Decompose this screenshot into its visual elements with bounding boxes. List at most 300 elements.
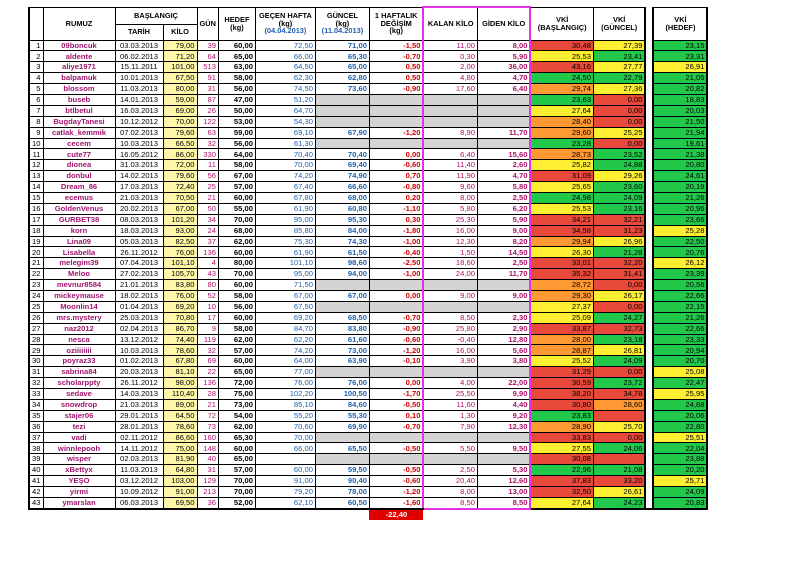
vki-hedef-cell: 21,94 [653,127,707,138]
guncel-cell: 65,30 [315,51,369,62]
vki-baslangic-cell: 28,40 [530,116,593,127]
kalan-cell: 17,60 [423,84,477,95]
rumuz-cell: Lina09 [43,236,115,247]
gecen-cell: 85,10 [255,399,315,410]
gun-cell: 56 [197,171,218,182]
spacer-cell [645,443,653,454]
gecen-cell: 61,30 [255,138,315,149]
kilo-cell: 98,00 [163,378,197,389]
tarih-cell: 11.03.2013 [115,465,163,476]
giden-cell: 2,30 [477,312,530,323]
gun-cell: 34 [197,214,218,225]
vki-guncel-cell: 21,08 [593,465,645,476]
guncel-cell: 69,40 [315,160,369,171]
vki-baslangic-cell: 29,30 [530,290,593,301]
gun-cell: 36 [197,497,218,508]
rumuz-cell: donbul [43,171,115,182]
gun-cell: 21 [197,192,218,203]
gun-cell: 26 [197,105,218,116]
gun-cell: 160 [197,432,218,443]
table-row [29,258,707,269]
vki-hedef-cell: 20,06 [653,410,707,421]
tarih-cell: 10.12.2012 [115,116,163,127]
kalan-cell: 9,00 [423,290,477,301]
kalan-cell [423,367,477,378]
row-number: 39 [29,454,43,465]
hedef-cell: 57,00 [218,182,255,193]
gecen-cell: 64,50 [255,62,315,73]
degisim-cell [369,138,423,149]
vki-hedef-cell: 22,66 [653,290,707,301]
gun-cell: 28 [197,389,218,400]
hedef-cell: 59,00 [218,127,255,138]
vki-hedef-cell: 23,88 [653,454,707,465]
vki-hedef-cell: 20,20 [653,465,707,476]
degisim-cell: -0,70 [369,51,423,62]
row-number: 2 [29,51,43,62]
vki-guncel-cell: 25,70 [593,421,645,432]
vki-baslangic-cell: 27,64 [530,105,593,116]
row-number: 23 [29,280,43,291]
guncel-cell [315,432,369,443]
kalan-cell: 2,00 [423,62,477,73]
hedef-cell: 80,00 [218,258,255,269]
row-number: 7 [29,105,43,116]
gecen-cell: 70,00 [255,160,315,171]
hedef-cell: 60,00 [218,40,255,51]
guncel-cell [315,138,369,149]
rumuz-cell: aliye1971 [43,62,115,73]
gecen-cell: 70,60 [255,421,315,432]
gecen-cell: 64,70 [255,105,315,116]
vki-hedef-cell: 20,19 [653,182,707,193]
guncel-cell: 83,80 [315,323,369,334]
vki-guncel-cell [593,410,645,421]
hedef-cell: 60,00 [218,247,255,258]
hedef-cell: 58,00 [218,73,255,84]
vki-guncel-cell: 24,06 [593,443,645,454]
degisim-cell: 0,00 [369,290,423,301]
vki-guncel-cell: 31,23 [593,225,645,236]
tarih-cell: 03.03.2013 [115,40,163,51]
gecen-cell: 67,00 [255,290,315,301]
rumuz-cell: vadi [43,432,115,443]
vki-guncel-cell: 32,73 [593,323,645,334]
gecen-cell: 61,90 [255,247,315,258]
kalan-cell [423,454,477,465]
spacer-cell [645,116,653,127]
tarih-cell: 18.03.2013 [115,225,163,236]
spacer-cell [645,269,653,280]
gecen-cell: 70,00 [255,432,315,443]
header-gecen-unit: (kg) [278,18,293,28]
kilo-cell: 59,00 [163,94,197,105]
giden-cell: 4,70 [477,171,530,182]
spacer-cell [645,389,653,400]
header-tarih: TARİH [115,24,163,40]
gecen-cell: 70,40 [255,149,315,160]
gecen-cell: 84,70 [255,323,315,334]
rumuz-cell: mickeymause [43,290,115,301]
degisim-cell: -1,70 [369,389,423,400]
vki-hedef-cell: 25,71 [653,476,707,487]
gun-cell: 11 [197,160,218,171]
kalan-cell [423,432,477,443]
tarih-cell: 13.12.2012 [115,334,163,345]
rumuz-cell: Dream_86 [43,182,115,193]
spacer-cell [645,73,653,84]
tarih-cell: 26.11.2012 [115,247,163,258]
degisim-cell: -0,60 [369,334,423,345]
degisim-cell [369,301,423,312]
vki-hedef-cell: 20,80 [653,160,707,171]
guncel-cell: 98,60 [315,258,369,269]
table-row [29,182,707,193]
tarih-cell: 21.01.2013 [115,280,163,291]
degisim-cell [369,116,423,127]
header-vki1-sub: (BAŞLANGIÇ) [537,22,587,32]
gecen-cell: 62,30 [255,73,315,84]
vki-guncel-cell: 0,00 [593,280,645,291]
vki-hedef-cell: 26,91 [653,62,707,73]
gecen-cell: 101,10 [255,258,315,269]
vki-guncel-cell: 23,41 [593,51,645,62]
hedef-cell: 70,00 [218,214,255,225]
header-vki3-sub: (HEDEF) [665,22,696,32]
vki-guncel-cell: 27,39 [593,40,645,51]
tarih-cell: 10.09.2012 [115,487,163,498]
header-guncel-date: (11.04.2013) [321,26,364,36]
kilo-cell: 69,20 [163,301,197,312]
gun-cell: 25 [197,182,218,193]
row-number: 14 [29,182,43,193]
kalan-cell: 3,90 [423,356,477,367]
kilo-cell: 78,60 [163,421,197,432]
giden-cell: 8,20 [477,236,530,247]
hedef-cell: 67,00 [218,171,255,182]
spacer-cell [645,62,653,73]
vki-baslangic-cell: 22,96 [530,465,593,476]
degisim-cell: 0,50 [369,73,423,84]
giden-cell: 11,70 [477,269,530,280]
table-row [29,105,707,116]
rumuz-cell: 09boncuk [43,40,115,51]
spacer-cell [645,432,653,443]
footer-blank-right [423,509,707,520]
vki-guncel-cell: 24,27 [593,312,645,323]
vki-baslangic-cell: 28,90 [530,421,593,432]
vki-guncel-cell: 22,79 [593,73,645,84]
vki-hedef-cell: 25,08 [653,367,707,378]
vki-guncel-cell [593,454,645,465]
vki-baslangic-cell: 23,83 [530,410,593,421]
kalan-cell: 1,30 [423,410,477,421]
kilo-cell: 72,00 [163,160,197,171]
gun-cell: 87 [197,94,218,105]
rumuz-cell: buseb [43,94,115,105]
header-kilo: KİLO [163,24,197,40]
hedef-cell: 70,00 [218,476,255,487]
table-row [29,476,707,487]
spacer-cell [645,236,653,247]
guncel-cell: 68,00 [315,192,369,203]
vki-guncel-cell: 28,60 [593,399,645,410]
tarih-cell: 21.03.2013 [115,192,163,203]
guncel-cell: 90,40 [315,476,369,487]
spacer-cell [645,312,653,323]
tarih-cell: 03.12.2012 [115,476,163,487]
kilo-cell: 82,50 [163,236,197,247]
tarih-cell: 02.03.2013 [115,454,163,465]
rumuz-cell: balpamuk [43,73,115,84]
degisim-cell [369,367,423,378]
giden-cell: 5,90 [477,214,530,225]
row-number: 18 [29,225,43,236]
vki-baslangic-cell: 38,20 [530,389,593,400]
giden-cell: 4,70 [477,73,530,84]
guncel-cell: 73,00 [315,345,369,356]
rumuz-cell: poyraz33 [43,356,115,367]
table-row [29,138,707,149]
vki-baslangic-cell: 28,72 [530,280,593,291]
kilo-cell: 67,80 [163,356,197,367]
vki-guncel-cell: 0,00 [593,432,645,443]
kilo-cell: 81,10 [163,367,197,378]
vki-baslangic-cell: 24,50 [530,73,593,84]
tarih-cell: 15.11.2011 [115,62,163,73]
guncel-cell: 74,30 [315,236,369,247]
row-number: 38 [29,443,43,454]
vki-guncel-cell: 24,88 [593,160,645,171]
degisim-cell: 0,10 [369,410,423,421]
table-row [29,334,707,345]
spacer-cell [645,454,653,465]
kalan-cell: 24,00 [423,269,477,280]
kalan-cell: 6,40 [423,149,477,160]
vki-baslangic-cell: 27,37 [530,301,593,312]
gecen-cell: 95,00 [255,214,315,225]
gun-cell: 24 [197,225,218,236]
giden-cell [477,94,530,105]
giden-cell: 6,20 [477,203,530,214]
vki-hedef-cell: 20,96 [653,203,707,214]
vki-baslangic-cell: 30,08 [530,454,593,465]
row-number: 25 [29,301,43,312]
gun-cell: 22 [197,367,218,378]
table-row [29,236,707,247]
tarih-cell: 14.11.2012 [115,443,163,454]
giden-cell: 4,40 [477,399,530,410]
degisim-cell: -1,20 [369,487,423,498]
rumuz-cell: oziiiiiiii [43,345,115,356]
row-number: 9 [29,127,43,138]
giden-cell: 8,00 [477,40,530,51]
hedef-cell: 70,00 [218,269,255,280]
vki-baslangic-cell: 23,63 [530,94,593,105]
tarih-cell: 26.11.2012 [115,378,163,389]
header-baslangic: BAŞLANGIÇ [115,7,197,24]
vki-hedef-cell: 25,28 [653,225,707,236]
gun-cell: 136 [197,378,218,389]
row-number: 27 [29,323,43,334]
gun-cell: 52 [197,290,218,301]
vki-baslangic-cell: 25,53 [530,51,593,62]
rumuz-cell: tezi [43,421,115,432]
giden-cell: 2,50 [477,192,530,203]
hedef-cell: 54,00 [218,410,255,421]
vki-baslangic-cell: 37,83 [530,476,593,487]
rumuz-cell: btlbetul [43,105,115,116]
giden-cell: 9,50 [477,443,530,454]
giden-cell: 2,60 [477,160,530,171]
row-number: 8 [29,116,43,127]
row-number: 40 [29,465,43,476]
giden-cell [477,367,530,378]
table-row [29,51,707,62]
kilo-cell: 79,60 [163,127,197,138]
kilo-cell: 78,60 [163,345,197,356]
hedef-cell: 62,00 [218,236,255,247]
hedef-cell: 56,00 [218,301,255,312]
guncel-cell: 67,90 [315,127,369,138]
gecen-cell: 51,20 [255,94,315,105]
vki-guncel-cell: 33,20 [593,476,645,487]
spacer-cell [645,247,653,258]
header-vki-baslangic [530,7,593,40]
kalan-cell: 0,30 [423,51,477,62]
giden-cell [477,454,530,465]
vki-baslangic-cell: 23,28 [530,138,593,149]
vki-baslangic-cell: 31,29 [530,367,593,378]
tarih-cell: 18.02.2013 [115,290,163,301]
kilo-cell: 86,00 [163,149,197,160]
giden-cell [477,116,530,127]
vki-guncel-cell: 26,81 [593,345,645,356]
kalan-cell: 8,50 [423,497,477,508]
giden-cell: 12,60 [477,476,530,487]
row-number: 34 [29,399,43,410]
table-row [29,323,707,334]
spacer-cell [645,138,653,149]
row-number: 41 [29,476,43,487]
degisim-cell: -0,70 [369,421,423,432]
kilo-cell: 74,40 [163,334,197,345]
guncel-cell: 78,00 [315,487,369,498]
degisim-cell: -2,50 [369,258,423,269]
vki-hedef-cell: 21,38 [653,149,707,160]
kilo-cell: 80,00 [163,84,197,95]
tarih-cell: 10.03.2013 [115,138,163,149]
spacer-cell [645,280,653,291]
kilo-cell: 67,00 [163,203,197,214]
degisim-cell: 0,30 [369,214,423,225]
table-row [29,487,707,498]
spacer-cell [645,182,653,193]
header-rumuz: RUMUZ [43,7,115,40]
row-number: 1 [29,40,43,51]
vki-hedef-cell: 23,15 [653,40,707,51]
row-number: 33 [29,389,43,400]
giden-cell: 22,00 [477,378,530,389]
gecen-cell: 75,30 [255,236,315,247]
kalan-cell: 8,90 [423,127,477,138]
degisim-cell: -0,80 [369,182,423,193]
spacer-cell [645,345,653,356]
kalan-cell: 2,50 [423,465,477,476]
row-number: 22 [29,269,43,280]
kilo-cell: 75,00 [163,443,197,454]
vki-hedef-cell: 22,80 [653,421,707,432]
header-hedef-unit: (kg) [230,22,244,32]
spacer-cell [645,258,653,269]
vki-hedef-cell: 24,68 [653,399,707,410]
tarih-cell: 01.02.2013 [115,356,163,367]
vki-guncel-cell: 21,28 [593,247,645,258]
kilo-cell: 86,70 [163,323,197,334]
gun-cell: 9 [197,323,218,334]
gecen-cell: 69,10 [255,127,315,138]
vki-hedef-cell: 21,05 [653,73,707,84]
table-row [29,192,707,203]
hedef-cell: 63,00 [218,62,255,73]
guncel-cell: 94,00 [315,269,369,280]
vki-hedef-cell: 20,83 [653,497,707,508]
guncel-cell: 74,90 [315,171,369,182]
kalan-cell: 5,50 [423,443,477,454]
spacer-cell [645,399,653,410]
gun-cell: 32 [197,138,218,149]
tarih-cell: 17.03.2013 [115,182,163,193]
degisim-cell [369,280,423,291]
degisim-cell: 0,70 [369,171,423,182]
header-degisim [369,7,423,40]
row-number: 17 [29,214,43,225]
degisim-cell: 0,00 [369,378,423,389]
tarih-cell: 06.03.2013 [115,497,163,508]
gun-cell: 91 [197,73,218,84]
degisim-cell: -1,60 [369,497,423,508]
header-hedef-label: HEDEF [224,15,250,25]
gun-cell: 330 [197,149,218,160]
vki-baslangic-cell: 34,58 [530,225,593,236]
kilo-cell: 70,80 [163,312,197,323]
row-number: 35 [29,410,43,421]
kilo-cell: 66,50 [163,138,197,149]
header-vki-hedef [653,7,707,40]
vki-guncel-cell: 32,20 [593,258,645,269]
row-number: 26 [29,312,43,323]
rumuz-cell: dionea [43,160,115,171]
hedef-cell: 68,00 [218,225,255,236]
table-row [29,94,707,105]
giden-cell [477,301,530,312]
vki-baslangic-cell: 28,73 [530,149,593,160]
vki-guncel-cell: 23,72 [593,378,645,389]
rumuz-cell: GURBET38 [43,214,115,225]
giden-cell: 9,00 [477,290,530,301]
degisim-cell: 0,20 [369,192,423,203]
row-number: 43 [29,497,43,508]
kilo-cell: 101,00 [163,62,197,73]
row-number: 3 [29,62,43,73]
kilo-cell: 89,00 [163,399,197,410]
degisim-cell: -0,50 [369,399,423,410]
spacer-cell [645,301,653,312]
row-number: 32 [29,378,43,389]
guncel-cell: 100,50 [315,389,369,400]
row-number: 31 [29,367,43,378]
table-row [29,116,707,127]
